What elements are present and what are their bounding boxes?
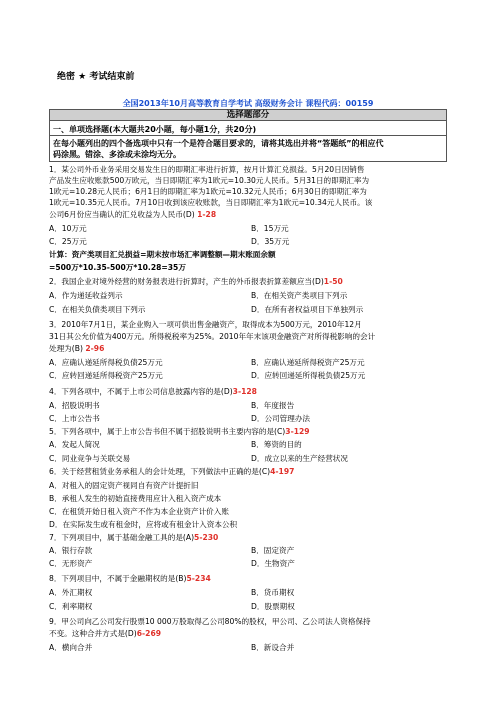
option: B．货币期权 bbox=[251, 588, 295, 597]
option: A．10万元 bbox=[49, 224, 87, 233]
option: C．同业竞争与关联交易 bbox=[49, 454, 131, 463]
section-header: 选择题部分 bbox=[49, 109, 447, 121]
option: D．在所有者权益项目下单独列示 bbox=[251, 305, 364, 314]
option: C．利率期权 bbox=[49, 602, 93, 611]
option: C．在相关负债类项目下列示 bbox=[49, 305, 146, 314]
question-line bbox=[49, 427, 310, 437]
option: A．应确认递延所得税负债25万元 bbox=[49, 358, 163, 367]
question-text: 8．下列项目中，不属于金融期权的是(B) bbox=[49, 574, 187, 583]
option: D．成立以来的生产经营状况 bbox=[251, 454, 348, 463]
option: A．横向合并 bbox=[49, 643, 93, 652]
option: D．35万元 bbox=[251, 237, 290, 246]
question-text: 5．下列各项中，属于上市公告书但不属于招股说明书主要内容的是(C) bbox=[49, 427, 286, 436]
question-line bbox=[49, 387, 257, 397]
question-line bbox=[49, 629, 161, 639]
question-text: 4．下列各项中，不属于上市公司信息披露内容的是(D) bbox=[49, 387, 233, 396]
question-text: 公司6月份应当确认的汇兑收益为人民币(D) bbox=[49, 210, 195, 219]
option: D．公司管理办法 bbox=[251, 414, 311, 423]
option: B．承租人发生的初始直接费用应计入租入资产成本 bbox=[49, 494, 222, 503]
instruction-line: 码涂黑。错涂、多涂或未涂均无分。 bbox=[53, 150, 181, 159]
option: A．银行存款 bbox=[49, 546, 93, 555]
page-ref: 5-234 bbox=[186, 574, 211, 583]
question-text: 7．下列项目中，属于基础金融工具的是(A) bbox=[49, 533, 195, 542]
question-line bbox=[49, 277, 343, 287]
question-text: 6．关于经营租赁业务承租人的会计处理，下列做法中正确的是(C) bbox=[49, 467, 271, 476]
instructions-box bbox=[49, 121, 447, 162]
option: B．年度报告 bbox=[251, 401, 295, 410]
option: C．上市公告书 bbox=[49, 414, 100, 423]
page-ref: 1-28 bbox=[197, 210, 217, 219]
option: B．15万元 bbox=[251, 224, 289, 233]
question-line bbox=[49, 533, 218, 543]
question-line: 31日其公允价值为400万元。所得税税率为25%。2010年年末该项金融资产对所得税影响的会计 bbox=[49, 332, 376, 341]
page-ref: 3-129 bbox=[285, 427, 310, 436]
option: B．固定资产 bbox=[251, 546, 295, 555]
question-line: 3．2010年7月1日，某企业购入一项可供出售金融资产，取得成本为500万元，2010年12月 bbox=[49, 320, 362, 329]
option: C．无形资产 bbox=[49, 559, 93, 568]
page-ref: 6-269 bbox=[136, 629, 162, 638]
question-line bbox=[49, 344, 104, 354]
option: C．在租赁开始日租入资产不作为本企业资产计价入账 bbox=[49, 507, 229, 516]
part-heading: 一、单项选择题(本大题共20小题，每小题1分，共20分) bbox=[53, 125, 257, 134]
page-ref: 4-197 bbox=[270, 467, 295, 476]
page-ref: 2-96 bbox=[85, 344, 105, 353]
question-line: 1欧元=10.35元人民币。7月10日收到该应收账款，当日即期汇率为1欧元=10.34元人民币。该 bbox=[49, 198, 373, 207]
question-line: 产品发生应收账款500万欧元，当日即期汇率为1欧元=10.30元人民币。5月31日的即期汇率为 bbox=[49, 176, 370, 185]
question-line bbox=[49, 574, 211, 584]
option: B．在相关资产类项目下列示 bbox=[251, 291, 348, 300]
question-text: 处理为(B) bbox=[49, 344, 83, 353]
option: B．应确认递延所得税资产25万元 bbox=[251, 358, 365, 367]
question-line bbox=[49, 210, 216, 220]
option: C．应转回递延所得税资产25万元 bbox=[49, 371, 163, 380]
option: D．股票期权 bbox=[251, 602, 295, 611]
page-ref: 3-128 bbox=[232, 387, 257, 396]
calc-line: =500万*10.35-500万*10.28=35万 bbox=[49, 263, 186, 272]
question-text: 2．我国企业对境外经营的财务报表进行折算时，产生的外币报表折算差额应当(D) bbox=[49, 277, 324, 286]
option: D．应转回递延所得税负债25万元 bbox=[251, 371, 366, 380]
page-ref: 5-230 bbox=[194, 533, 219, 542]
option: A．对租入的固定资产视同自有资产计提折旧 bbox=[49, 481, 199, 490]
option: B．新设合并 bbox=[251, 643, 295, 652]
option: A．发起人简况 bbox=[49, 440, 100, 449]
divider bbox=[50, 135, 446, 136]
option: A．外汇期权 bbox=[49, 588, 93, 597]
calc-line: 计算：资产类项目汇兑损益=期末按市场汇率调整额—期末账面余额 bbox=[49, 250, 276, 259]
page-ref: 1-50 bbox=[323, 277, 343, 286]
option: C．25万元 bbox=[49, 237, 87, 246]
question-line: 9．甲公司向乙公司发行股票10 000万股取得乙公司80%的股权，甲公司、乙公司法人资格保持 bbox=[49, 617, 371, 626]
option: D．生物资产 bbox=[251, 559, 295, 568]
question-line bbox=[49, 467, 294, 477]
question-text: 不变。这种合并方式是(D) bbox=[49, 629, 137, 638]
question-line: 1欧元=10.28元人民币；6月1日的即期汇率为1欧元=10.32元人民币；6月30日的即期汇率为 bbox=[49, 187, 367, 196]
option: A．招股说明书 bbox=[49, 401, 100, 410]
exam-title: 全国2013年10月高等教育自学考试 高级财务会计 课程代码：00159 bbox=[122, 99, 374, 108]
confidential-label: 绝密 ★ 考试结束前 bbox=[57, 72, 135, 82]
option: D．在实际发生或有租金时，应将或有租金计入资本公积 bbox=[49, 520, 238, 529]
question-line: 1．某公司外币业务采用交易发生日的即期汇率进行折算，按月计算汇兑损益。5月20日因销售 bbox=[49, 165, 365, 174]
option: B．筹资的目的 bbox=[251, 440, 302, 449]
option: A．作为递延收益列示 bbox=[49, 291, 123, 300]
instruction-line: 在每小题列出的四个备选项中只有一个是符合题目要求的，请将其选出并将“答题纸”的相应代 bbox=[53, 139, 384, 148]
